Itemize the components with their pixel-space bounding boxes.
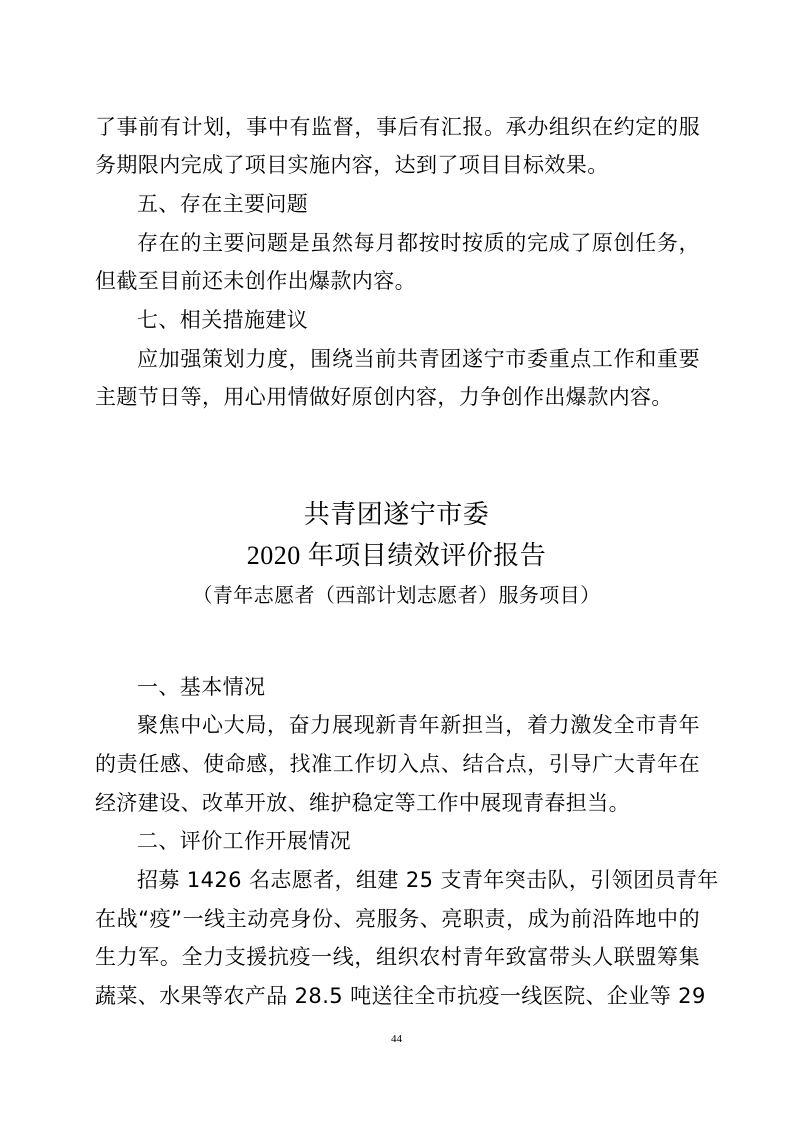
report-subtitle: （青年志愿者（西部计划志愿者）服务项目） bbox=[192, 583, 601, 607]
paragraph-line: 的责任感、使命感，找准工作切入点、结合点，引导广大青年在 bbox=[95, 752, 700, 776]
report-title-org: 共青团遂宁市委 bbox=[303, 500, 490, 530]
paragraph-line: 招募 1426 名志愿者，组建 25 支青年突击队，引领团员青年 bbox=[137, 868, 719, 892]
paragraph-line: 存在的主要问题是虽然每月都按时按质的完成了原创任务， bbox=[137, 231, 700, 255]
section-heading-2: 二、评价工作开展情况 bbox=[137, 829, 351, 853]
section-heading-7: 七、相关措施建议 bbox=[137, 308, 309, 332]
paragraph-line: 在战“疫”一线主动亮身份、亮服务、亮职责，成为前沿阵地中的 bbox=[95, 907, 700, 931]
paragraph-line: 聚焦中心大局，奋力展现新青年新担当，着力激发全市青年 bbox=[137, 713, 700, 737]
paragraph-line: 应加强策划力度，围绕当前共青团遂宁市委重点工作和重要 bbox=[137, 347, 700, 371]
section-heading-5: 五、存在主要问题 bbox=[137, 192, 309, 216]
paragraph-line: 蔬菜、水果等农产品 28.5 吨送往全市抗疫一线医院、企业等 29 bbox=[95, 984, 706, 1008]
section-heading-1: 一、基本情况 bbox=[137, 675, 266, 699]
page-number: 44 bbox=[391, 1033, 402, 1045]
paragraph-line: 经济建设、改革开放、维护稳定等工作中展现青春担当。 bbox=[95, 791, 630, 815]
paragraph-line: 务期限内完成了项目实施内容，达到了项目目标效果。 bbox=[95, 153, 609, 177]
paragraph-line: 但截至目前还未创作出爆款内容。 bbox=[95, 269, 416, 293]
paragraph-line: 了事前有计划，事中有监督，事后有汇报。承办组织在约定的服 bbox=[95, 115, 700, 139]
paragraph-line: 主题节日等，用心用情做好原创内容，力争创作出爆款内容。 bbox=[95, 385, 673, 409]
paragraph-line: 生力军。全力支援抗疫一线，组织农村青年致富带头人联盟筹集 bbox=[95, 945, 700, 969]
report-title-main: 2020 年项目绩效评价报告 bbox=[246, 541, 547, 570]
